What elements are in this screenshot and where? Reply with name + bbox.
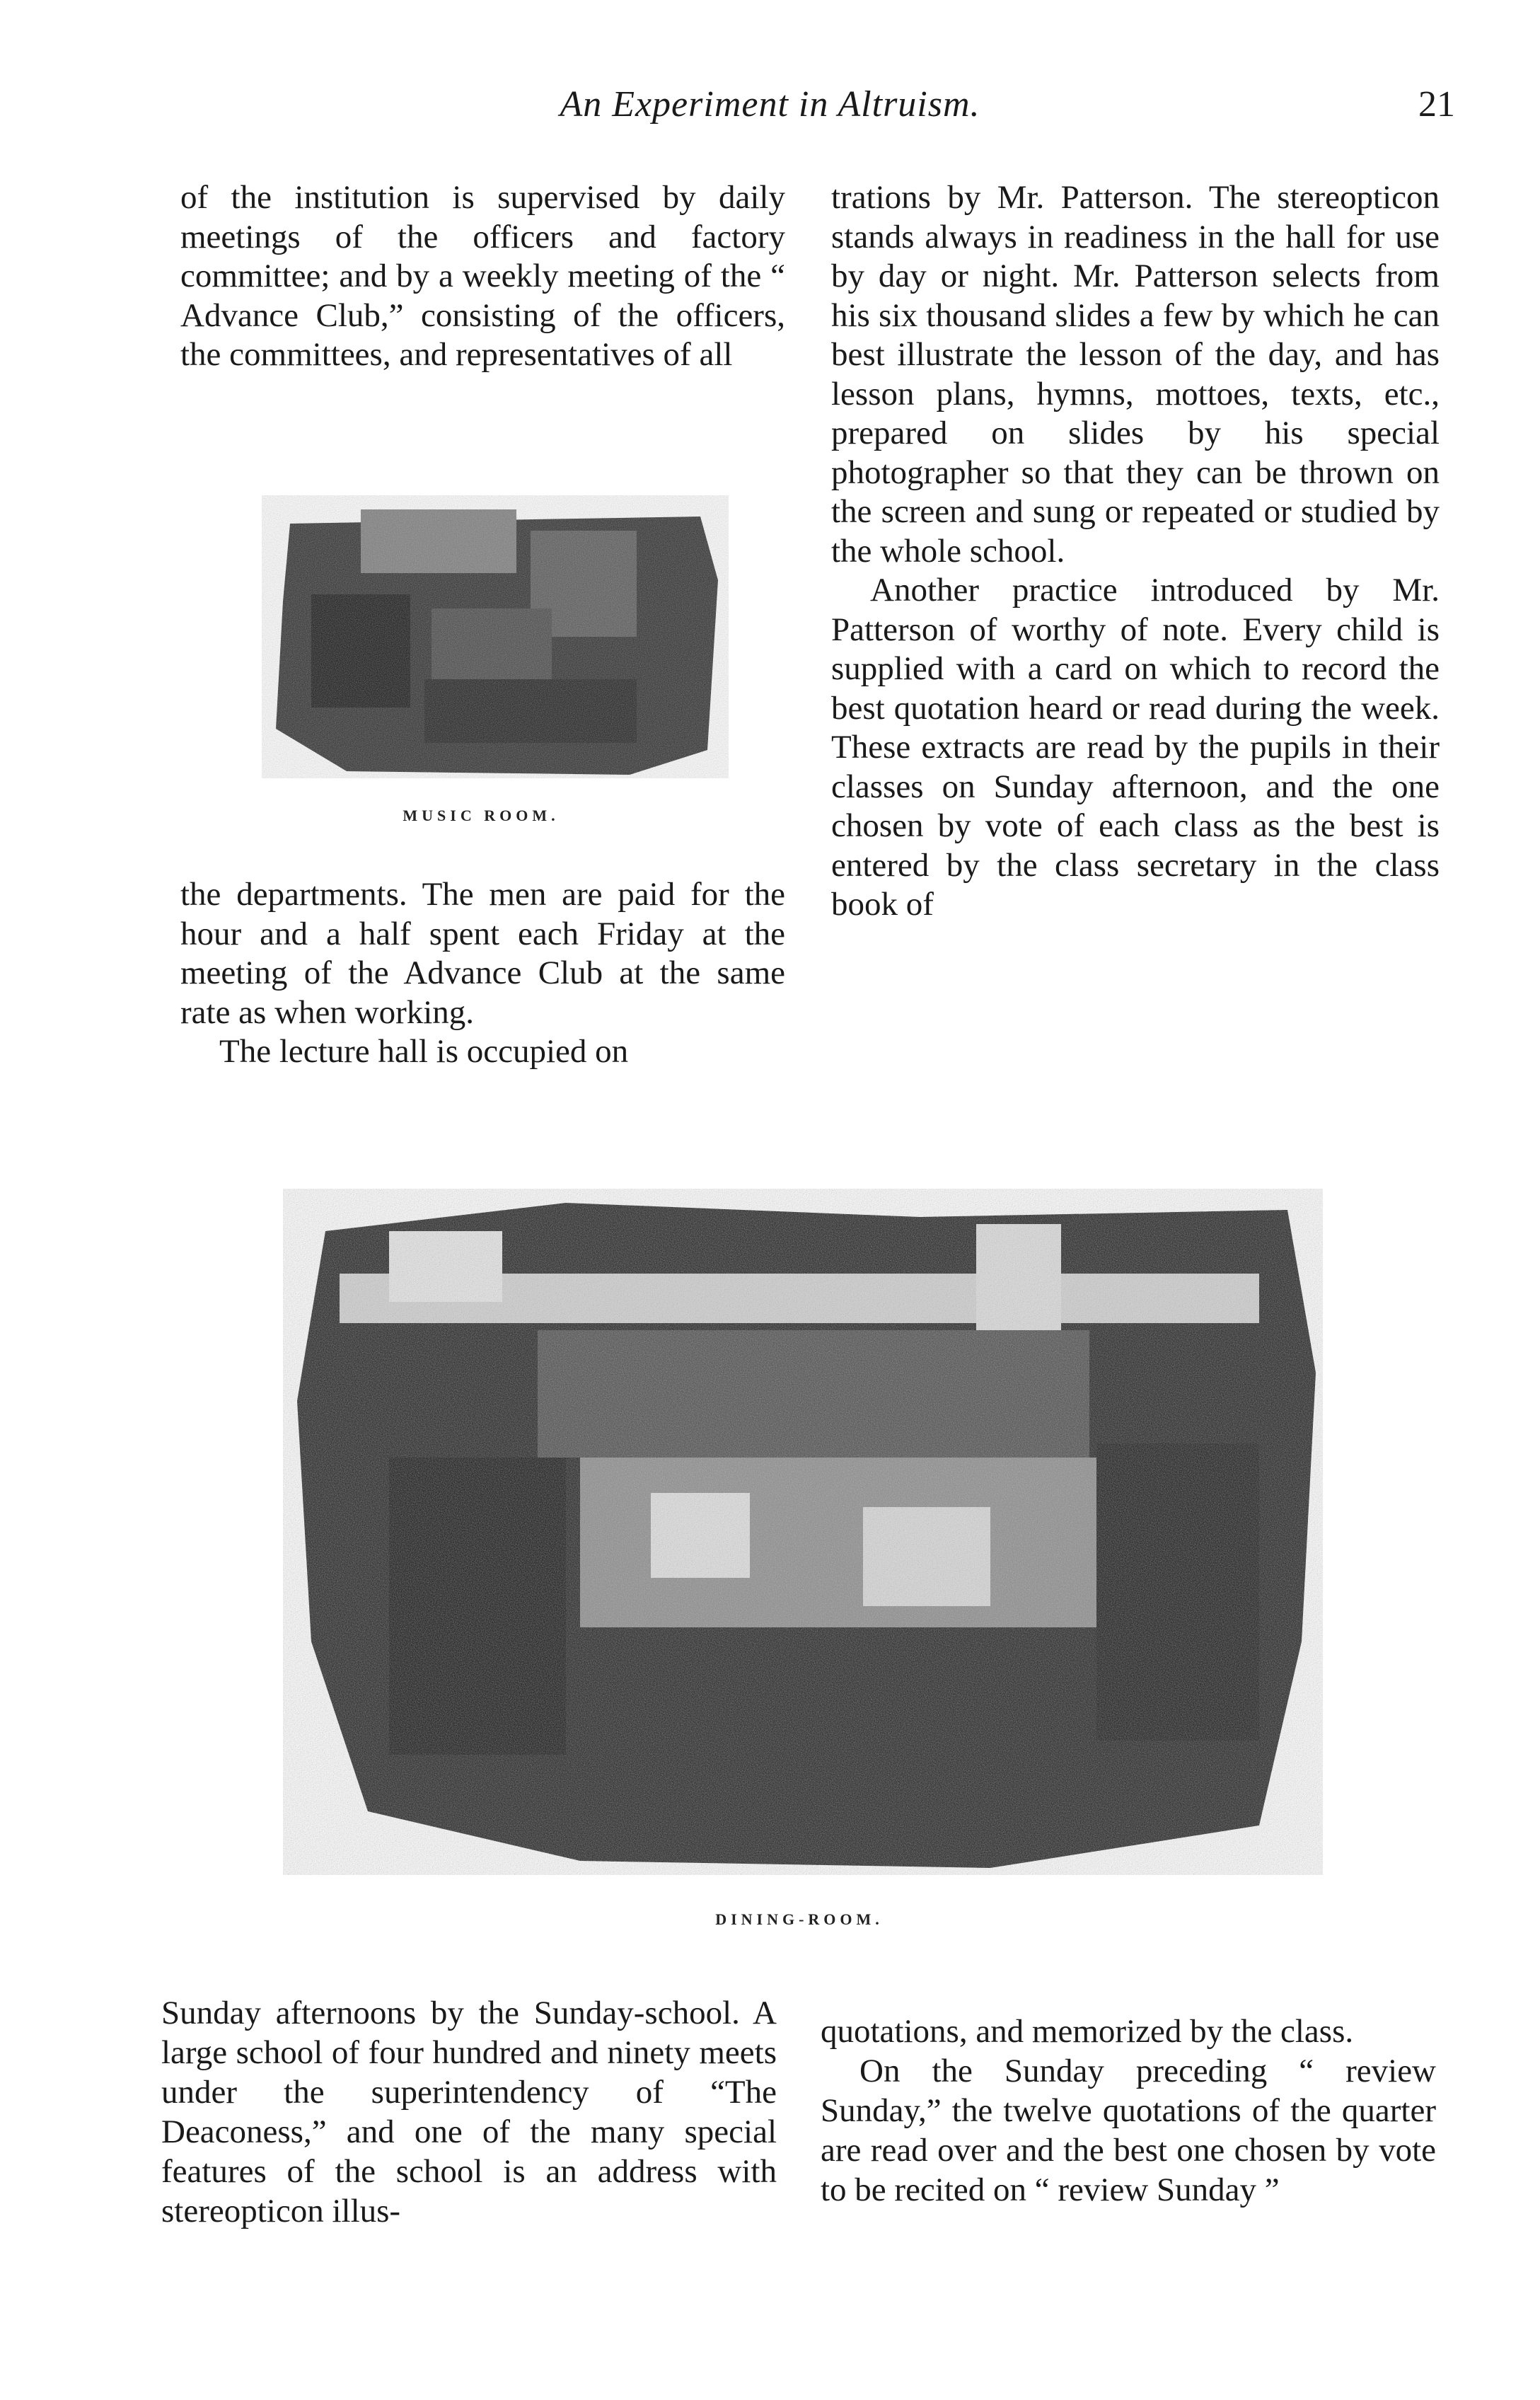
paragraph: On the Sunday preceding “ review Sunday,” the twelve quotations of the quarter are read over and the best one chosen by vote to be recited on “ review Sunday ”: [821, 2053, 1436, 2208]
music-room-photo: [262, 495, 729, 778]
paragraph: Another practice introduced by Mr. Patterson of worthy of note. Every child is supplied with a card on which to record the best quotation heard or read during the week. These extracts are read by the pupils in their classes on Sunday afternoon, and the one chosen by vote of each class as the best is entered by the class secretary in the class book of: [831, 572, 1440, 923]
music-room-caption: MUSIC ROOM.: [403, 807, 560, 824]
left-column-bottom: [161, 1993, 777, 2231]
running-header-title: An Experiment in Altruism.: [560, 84, 980, 125]
right-column-top: [831, 178, 1440, 925]
paragraph: quotations, and memorized by the class.: [821, 2013, 1354, 2050]
right-column-bottom: [821, 2012, 1436, 2210]
paragraph: Sunday afternoons by the Sunday-school. A large school of four hundred and ninety meets under the superintendency of “The Deaconess,” and one of the many special features of the school is an address with stereopticon illus-: [161, 1995, 777, 2229]
dining-room-caption: DINING-ROOM.: [715, 1910, 884, 1928]
dining-room-photo: [283, 1189, 1323, 1875]
paragraph: the departments. The men are paid for the hour and a half spent each Friday at the meeting of the Advance Club at the same rate as when working.: [180, 876, 785, 1031]
page-number: 21: [1418, 84, 1455, 125]
paragraph: of the institution is supervised by daily meetings of the officers and factory committee; and by a weekly meeting of the “ Advance Club,” consisting of the officers, the committees, and representatives of all: [180, 179, 785, 373]
paragraph: trations by Mr. Patterson. The stereopticon stands always in readiness in the hall for use by day or night. Mr. Patterson selects from his six thousand slides a few by which he can best illustrate the lesson of the day, and has lesson plans, hymns, mottoes, texts, etc., prepared on slides by his special photographer so that they can be thrown on the screen and sung or repeated or studied by the whole school.: [831, 179, 1440, 570]
left-column-top: [180, 178, 785, 375]
left-column-middle: [180, 875, 785, 1072]
paragraph: The lecture hall is occupied on: [219, 1033, 629, 1070]
